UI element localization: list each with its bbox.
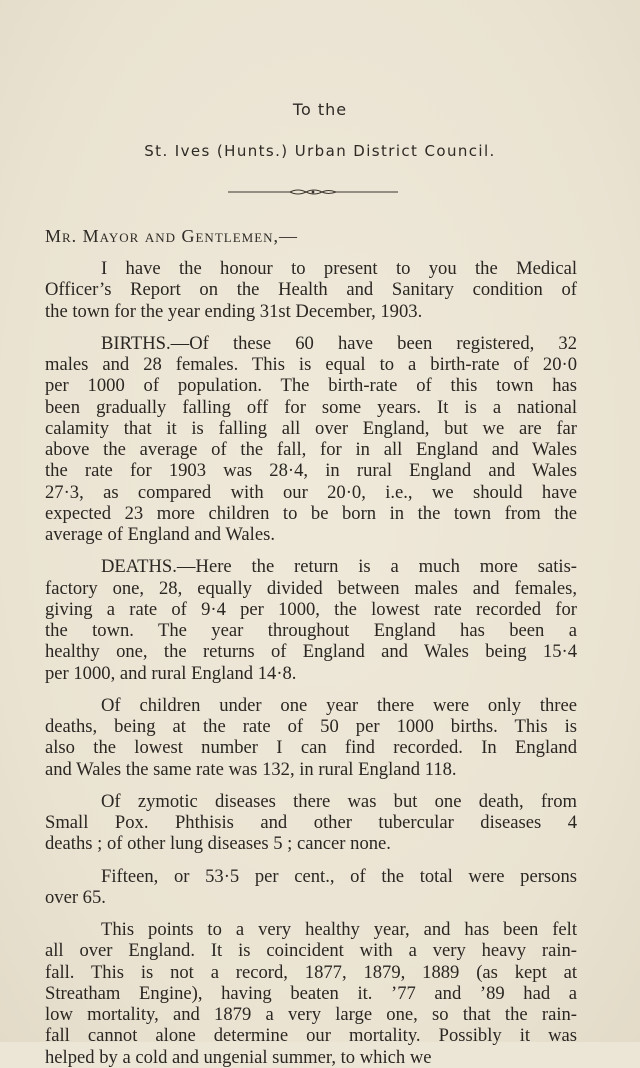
text-line: Streatham Engine), having beaten it. ’77 and ’89 had a	[45, 982, 577, 1004]
text-line: helped by a cold and ungenial summer, to which we	[45, 1046, 432, 1068]
salutation: Mr. Mayor and Gentlemen,—	[45, 226, 299, 246]
paragraph-gap	[45, 322, 577, 333]
text-line: the town for the year ending 31st December, 1903.	[45, 300, 423, 322]
text-line: Officer’s Report on the Health and Sanitary condition of	[45, 279, 577, 301]
text-line: expected 23 more children to be born in the town from the	[45, 502, 577, 524]
text-line: average of England and Wales.	[45, 524, 275, 545]
heading-to-the: To the	[292, 100, 348, 119]
paragraph-gap	[45, 908, 577, 919]
text-line: This points to a very healthy year, and has been felt	[101, 919, 577, 940]
text-line: Of zymotic diseases there was but one death, from	[101, 790, 577, 812]
text-line: Fifteen, or 53·5 per cent., of the total were persons	[101, 865, 577, 887]
text-line: BIRTHS.—Of these 60 have been registered, 32	[101, 332, 577, 354]
text-line: low mortality, and 1879 a very large one, so that the rain-	[45, 1004, 577, 1025]
text-line: Small Pox. Phthisis and other tubercular diseases 4	[45, 812, 577, 833]
text-line: I have the honour to present to you the Medical	[101, 258, 577, 279]
text-line: the rate for 1903 was 28·4, in rural England and Wales	[45, 460, 577, 482]
text-line: per 1000 of population. The birth-rate of this town has	[45, 375, 577, 397]
text-line: males and 28 females. This is equal to a birth-rate of 20·0	[45, 354, 577, 375]
report-body	[45, 258, 577, 1068]
ornamental-rule	[228, 185, 398, 199]
text-line: deaths, being at the rate of 50 per 1000 births. This is	[45, 716, 577, 737]
text-line: and Wales the same rate was 132, in rural England 118.	[45, 758, 457, 780]
text-line: also the lowest number I can find recorded. In England	[45, 737, 577, 759]
text-line: deaths ; of other lung diseases 5 ; cancer none.	[45, 833, 391, 855]
paragraph	[45, 333, 577, 546]
text-line: the town. The year throughout England has been a	[45, 620, 577, 641]
paragraph	[45, 866, 577, 909]
text-line: healthy one, the returns of England and Wales being 15·4	[45, 641, 577, 663]
text-line: DEATHS.—Here the return is a much more satis-	[101, 556, 577, 578]
text-line: per 1000, and rural England 14·8.	[45, 662, 297, 684]
paragraph-gap	[45, 855, 577, 866]
text-line: fall cannot alone determine our mortality. Possibly it was	[45, 1025, 577, 1047]
text-line: been gradually falling off for some years. It is a national	[45, 396, 577, 418]
text-line: 27·3, as compared with our 20·0, i.e., we should have	[45, 481, 577, 503]
paragraph-gap	[45, 780, 577, 791]
text-line: over 65.	[45, 886, 106, 908]
paragraph-gap	[45, 545, 577, 556]
paragraph-gap	[45, 684, 577, 695]
text-line: all over England. It is coincident with a very heavy rain-	[45, 940, 577, 962]
text-line: fall. This is not a record, 1877, 1879, 1889 (as kept at	[45, 961, 577, 983]
paragraph	[45, 556, 577, 684]
text-line: giving a rate of 9·4 per 1000, the lowest rate recorded for	[45, 598, 577, 620]
paragraph	[45, 695, 577, 780]
heading-council: St. Ives (Hunts.) Urban District Council.	[144, 142, 496, 160]
paragraph	[45, 258, 577, 322]
paragraph	[45, 919, 577, 1068]
text-line: above the average of the fall, for in all England and Wales	[45, 439, 577, 460]
paragraph	[45, 791, 577, 855]
text-line: Of children under one year there were only three	[101, 694, 577, 716]
text-line: calamity that it is falling all over England, but we are far	[45, 417, 577, 439]
text-line: factory one, 28, equally divided between males and females,	[45, 577, 577, 599]
